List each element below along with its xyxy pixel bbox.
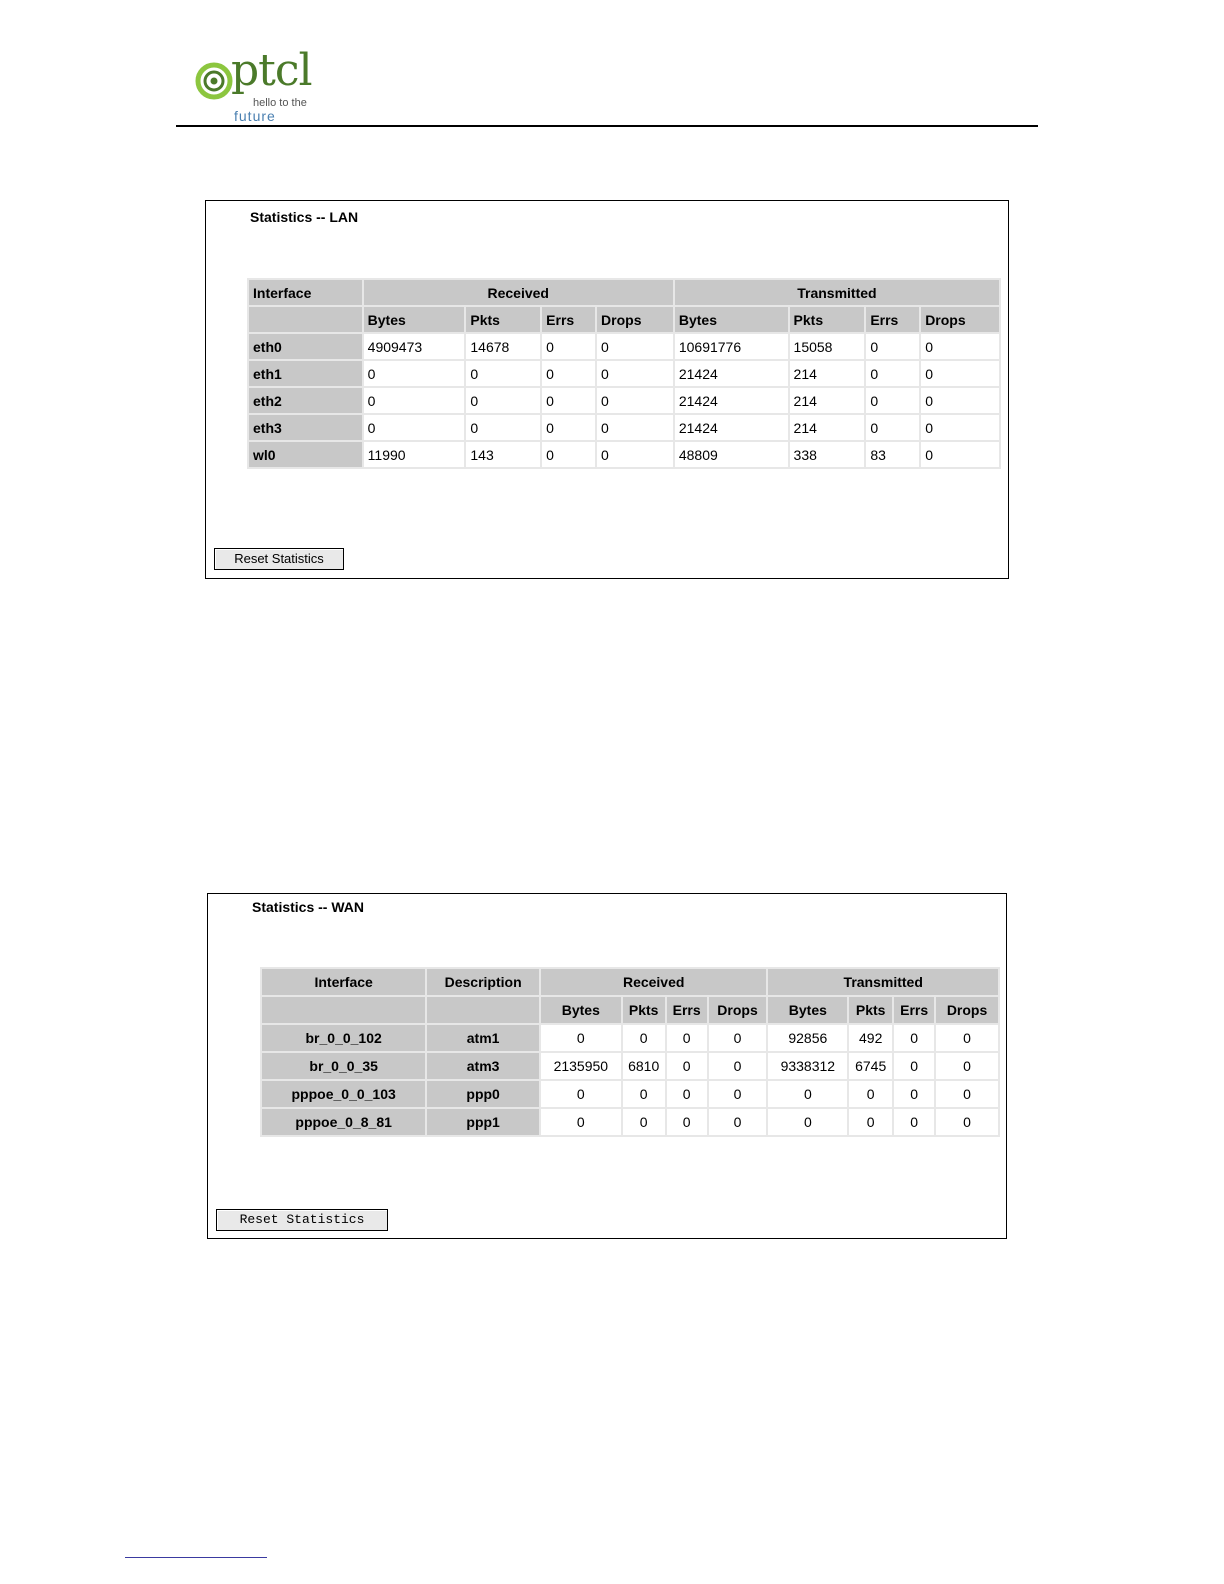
lan-subheader-rx-pkts: Pkts [465,306,541,333]
lan-statistics-table [247,278,1001,469]
tx-errs-cell: 0 [893,1052,935,1080]
tx-pkts-cell: 338 [789,441,866,468]
rx-errs-cell: 0 [666,1024,708,1052]
tx-pkts-cell: 6745 [848,1052,893,1080]
rx-pkts-cell: 0 [465,360,541,387]
wan-reset-statistics-button[interactable]: Reset Statistics [216,1209,388,1231]
wan-subheader-rx-pkts: Pkts [622,996,666,1024]
rx-bytes-cell: 0 [540,1024,622,1052]
wan-subheader-tx-errs: Errs [893,996,935,1024]
rx-drops-cell: 0 [596,387,674,414]
rx-errs-cell: 0 [541,333,596,360]
rx-drops-cell: 0 [596,333,674,360]
tx-bytes-cell: 21424 [674,387,789,414]
tx-bytes-cell: 9338312 [767,1052,848,1080]
wan-subheader-blank [426,996,540,1024]
rx-errs-cell: 0 [666,1108,708,1136]
rx-errs-cell: 0 [666,1052,708,1080]
rx-bytes-cell: 0 [540,1080,622,1108]
tx-pkts-cell: 15058 [789,333,866,360]
wan-statistics-panel [207,893,1007,1239]
ptcl-logo-mark-icon [195,62,235,102]
wan-subheader-rx-drops: Drops [708,996,768,1024]
wan-statistics-table [260,967,1000,1137]
lan-subheader-tx-bytes: Bytes [674,306,789,333]
tx-drops-cell: 0 [935,1080,999,1108]
logo-tagline: hello to the [253,97,307,109]
lan-subheader-rx-drops: Drops [596,306,674,333]
rx-bytes-cell: 0 [540,1108,622,1136]
rx-errs-cell: 0 [541,387,596,414]
ptcl-logo [195,45,315,124]
tx-bytes-cell: 21424 [674,360,789,387]
lan-subheader-row [248,306,1000,333]
table-row [248,387,1000,414]
lan-reset-statistics-button[interactable]: Reset Statistics [214,548,344,570]
wan-header-received: Received [540,968,768,996]
tx-bytes-cell: 92856 [767,1024,848,1052]
tx-errs-cell: 0 [865,360,920,387]
rx-bytes-cell: 2135950 [540,1052,622,1080]
tx-pkts-cell: 214 [789,414,866,441]
lan-header-transmitted: Transmitted [674,279,1000,306]
tx-bytes-cell: 10691776 [674,333,789,360]
lan-subheader-tx-pkts: Pkts [789,306,866,333]
rx-bytes-cell: 0 [363,414,466,441]
wan-header-row [261,968,999,996]
rx-bytes-cell: 0 [363,387,466,414]
table-row [248,333,1000,360]
footer-link-underline[interactable] [125,1557,267,1558]
table-row [248,414,1000,441]
rx-pkts-cell: 143 [465,441,541,468]
rx-pkts-cell: 0 [465,387,541,414]
lan-subheader-blank [248,306,363,333]
tx-errs-cell: 0 [893,1080,935,1108]
rx-pkts-cell: 0 [622,1080,666,1108]
wan-subheader-tx-drops: Drops [935,996,999,1024]
tx-bytes-cell: 0 [767,1080,848,1108]
rx-pkts-cell: 14678 [465,333,541,360]
rx-errs-cell: 0 [541,414,596,441]
rx-drops-cell: 0 [708,1052,768,1080]
table-row [261,1024,999,1052]
wan-header-transmitted: Transmitted [767,968,999,996]
lan-header-received: Received [363,279,674,306]
row-interface: br_0_0_35 [261,1052,426,1080]
row-interface: br_0_0_102 [261,1024,426,1052]
row-interface: eth1 [248,360,363,387]
rx-drops-cell: 0 [596,441,674,468]
tx-pkts-cell: 214 [789,360,866,387]
rx-pkts-cell: 0 [465,414,541,441]
rx-errs-cell: 0 [541,360,596,387]
tx-errs-cell: 0 [893,1108,935,1136]
lan-subheader-rx-bytes: Bytes [363,306,466,333]
lan-subheader-tx-drops: Drops [920,306,1000,333]
lan-panel-title: Statistics -- LAN [250,209,359,225]
lan-header-interface: Interface [248,279,363,306]
tx-drops-cell: 0 [935,1108,999,1136]
header-divider [176,125,1038,127]
row-interface: eth2 [248,387,363,414]
tx-drops-cell: 0 [935,1052,999,1080]
wan-subheader-tx-bytes: Bytes [767,996,848,1024]
tx-errs-cell: 83 [865,441,920,468]
table-row [248,360,1000,387]
tx-errs-cell: 0 [865,414,920,441]
lan-header-row [248,279,1000,306]
row-interface: pppoe_0_0_103 [261,1080,426,1108]
wan-panel-title: Statistics -- WAN [252,899,365,915]
rx-drops-cell: 0 [596,360,674,387]
rx-drops-cell: 0 [596,414,674,441]
row-interface: pppoe_0_8_81 [261,1108,426,1136]
tx-drops-cell: 0 [920,387,1000,414]
lan-subheader-rx-errs: Errs [541,306,596,333]
logo-tagline-future: future [234,108,276,124]
rx-drops-cell: 0 [708,1108,768,1136]
rx-pkts-cell: 0 [622,1108,666,1136]
tx-bytes-cell: 0 [767,1108,848,1136]
tx-drops-cell: 0 [920,333,1000,360]
rx-bytes-cell: 4909473 [363,333,466,360]
wan-subheader-row [261,996,999,1024]
wan-subheader-tx-pkts: Pkts [848,996,893,1024]
tx-drops-cell: 0 [920,441,1000,468]
row-description: atm1 [426,1024,540,1052]
wan-header-interface: Interface [261,968,426,996]
row-description: atm3 [426,1052,540,1080]
lan-subheader-tx-errs: Errs [865,306,920,333]
logo-wordmark: ptcl [231,45,312,96]
rx-bytes-cell: 11990 [363,441,466,468]
table-row [248,441,1000,468]
wan-subheader-rx-errs: Errs [666,996,708,1024]
row-description: ppp0 [426,1080,540,1108]
tx-drops-cell: 0 [935,1024,999,1052]
rx-pkts-cell: 6810 [622,1052,666,1080]
rx-errs-cell: 0 [666,1080,708,1108]
tx-pkts-cell: 492 [848,1024,893,1052]
rx-bytes-cell: 0 [363,360,466,387]
tx-drops-cell: 0 [920,360,1000,387]
rx-pkts-cell: 0 [622,1024,666,1052]
rx-drops-cell: 0 [708,1080,768,1108]
tx-bytes-cell: 21424 [674,414,789,441]
tx-bytes-cell: 48809 [674,441,789,468]
tx-errs-cell: 0 [893,1024,935,1052]
tx-errs-cell: 0 [865,333,920,360]
table-row [261,1080,999,1108]
table-row [261,1108,999,1136]
wan-subheader-blank [261,996,426,1024]
table-row [261,1052,999,1080]
rx-errs-cell: 0 [541,441,596,468]
tx-pkts-cell: 214 [789,387,866,414]
lan-statistics-panel [205,200,1009,579]
row-interface: wl0 [248,441,363,468]
wan-header-description: Description [426,968,540,996]
wan-subheader-rx-bytes: Bytes [540,996,622,1024]
row-description: ppp1 [426,1108,540,1136]
tx-errs-cell: 0 [865,387,920,414]
row-interface: eth0 [248,333,363,360]
rx-drops-cell: 0 [708,1024,768,1052]
tx-pkts-cell: 0 [848,1108,893,1136]
row-interface: eth3 [248,414,363,441]
tx-drops-cell: 0 [920,414,1000,441]
tx-pkts-cell: 0 [848,1080,893,1108]
